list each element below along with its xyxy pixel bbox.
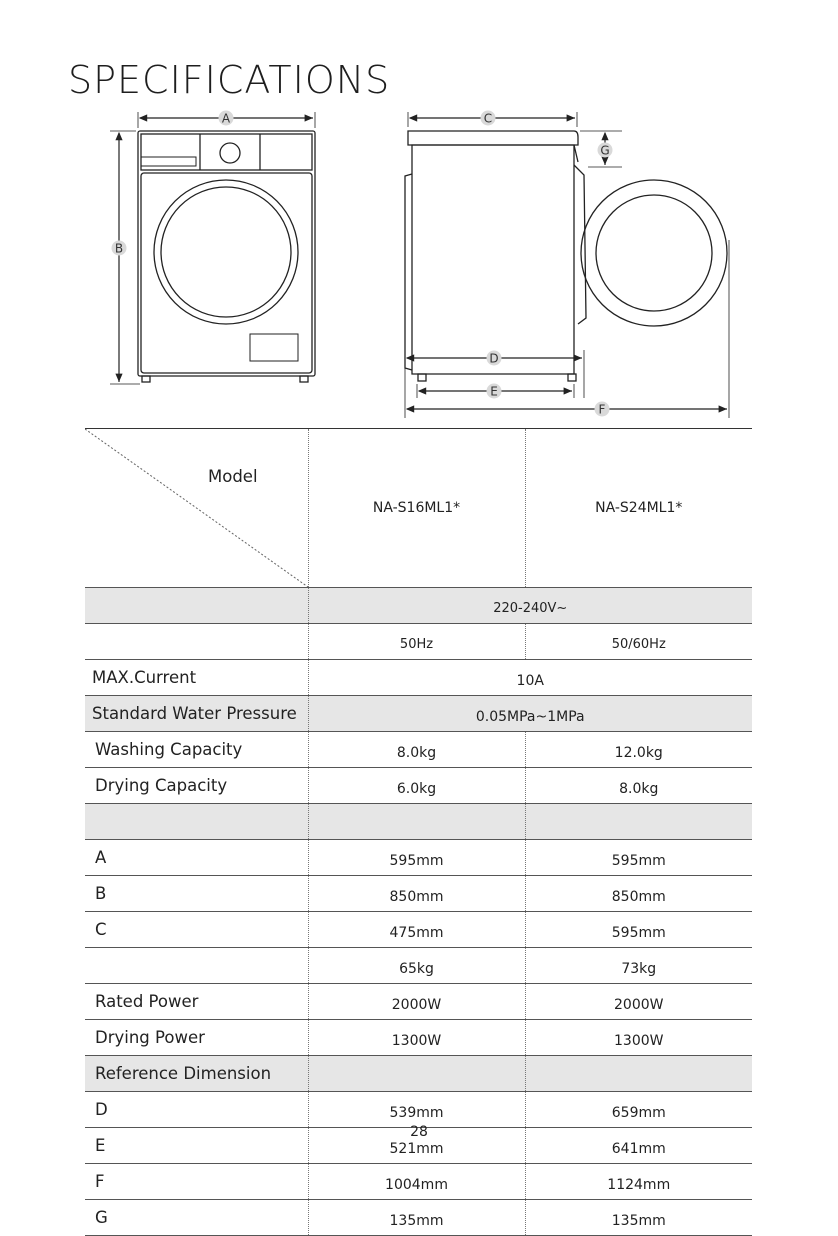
model-2: NA-S24ML1* — [525, 429, 752, 588]
table-row-drying-power: Drying Power 1300W 1300W — [85, 1020, 752, 1056]
table-row-dim-a: A 595mm 595mm — [85, 840, 752, 876]
model-label: Model — [208, 467, 258, 486]
side-view-washer — [405, 131, 727, 381]
voltage-value: 220-240V~ — [308, 588, 752, 624]
table-row-dim-b: B 850mm 850mm — [85, 876, 752, 912]
dim-label-c — [481, 111, 496, 126]
table-row-dim-c: C 475mm 595mm — [85, 912, 752, 948]
svg-text:F: F — [598, 402, 606, 417]
svg-text:E: E — [490, 384, 498, 399]
table-row-max-current: MAX.Current 10A — [85, 660, 752, 696]
page-title: SPECIFICATIONS — [68, 58, 391, 102]
table-row-washing-capacity: Washing Capacity 8.0kg 12.0kg — [85, 732, 752, 768]
dim-label-a — [219, 111, 234, 126]
table-row-weight: 65kg 73kg — [85, 948, 752, 984]
dim-label-f — [595, 402, 610, 417]
table-row-dim-f: F 1004mm 1124mm — [85, 1164, 752, 1200]
dim-label-e — [487, 384, 502, 399]
svg-text:A: A — [221, 111, 231, 126]
svg-text:B: B — [114, 241, 124, 256]
table-row-dim-g: G 135mm 135mm — [85, 1200, 752, 1236]
page-number: 28 — [410, 1124, 428, 1140]
table-row-dim-d: D 539mm 659mm — [85, 1092, 752, 1128]
table-row-drying-capacity: Drying Capacity 6.0kg 8.0kg — [85, 768, 752, 804]
model-header-cell — [85, 429, 308, 588]
dimension-diagram — [0, 0, 838, 430]
table-row-frequency — [85, 624, 752, 660]
dim-label-d — [487, 351, 502, 366]
dim-label-g — [598, 143, 613, 158]
specifications-table — [85, 428, 752, 1236]
table-row-voltage — [85, 588, 752, 624]
table-row-model — [85, 429, 752, 588]
svg-text:C: C — [483, 111, 493, 126]
table-row-dim-e: E 521mm 641mm — [85, 1128, 752, 1164]
table-row-blank — [85, 804, 752, 840]
table-row-reference-dimension: Reference Dimension — [85, 1056, 752, 1092]
dim-label-b — [112, 241, 127, 256]
table-row-water-pressure: Standard Water Pressure 0.05MPa~1MPa — [85, 696, 752, 732]
freq-1: 50Hz — [308, 624, 525, 660]
model-1: NA-S16ML1* — [308, 429, 525, 588]
svg-text:G: G — [600, 143, 610, 158]
front-view-washer — [138, 131, 315, 382]
freq-2: 50/60Hz — [525, 624, 752, 660]
svg-text:D: D — [489, 351, 499, 366]
diagonal-divider — [85, 429, 308, 587]
table-row-rated-power: Rated Power 2000W 2000W — [85, 984, 752, 1020]
